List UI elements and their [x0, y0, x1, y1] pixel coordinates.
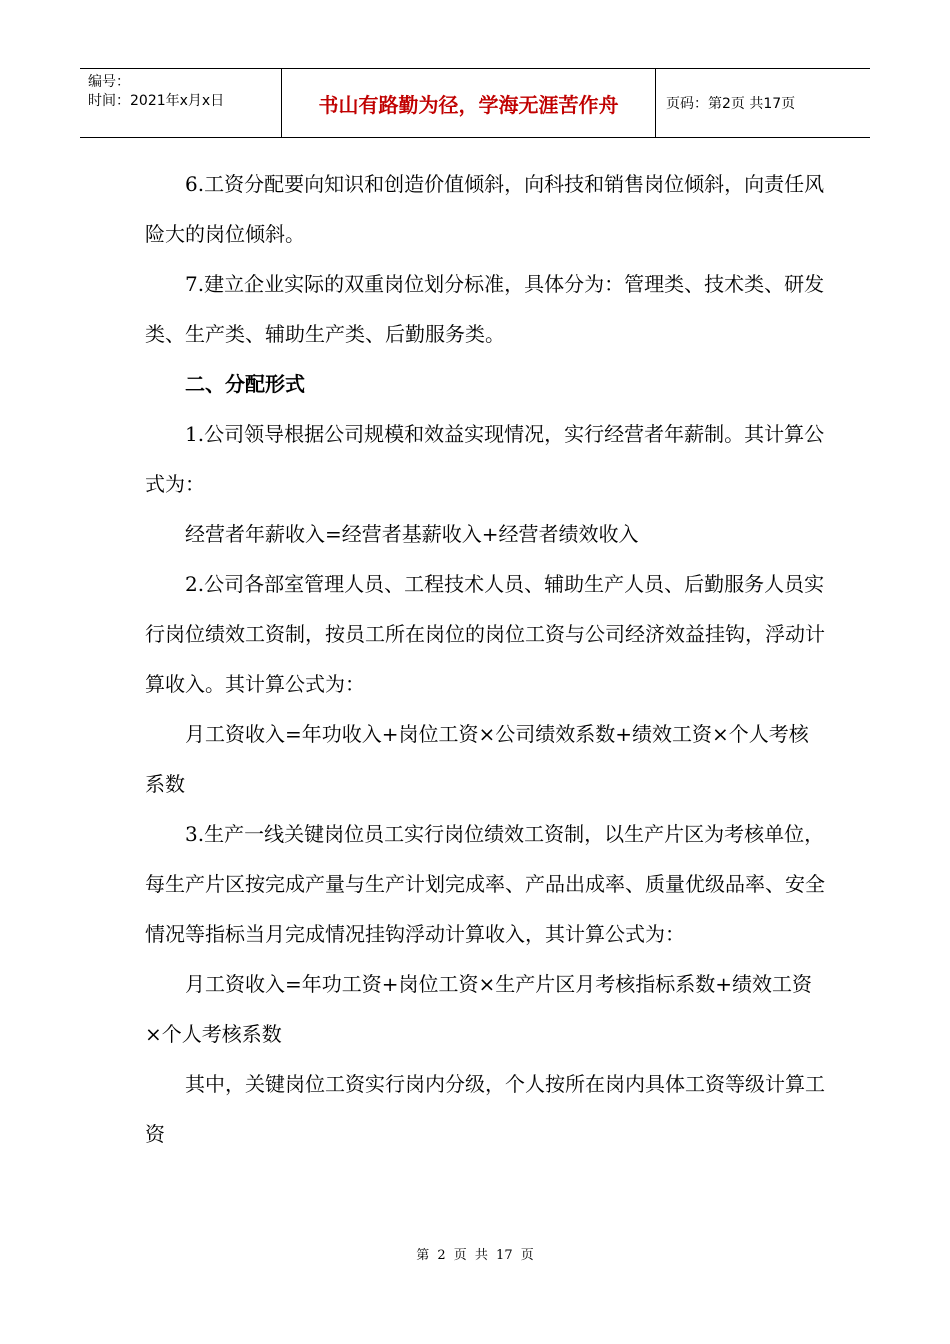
formula-paragraph: 月工资收入=年功工资+岗位工资×生产片区月考核指标系数+绩效工资×个人考核系数	[145, 972, 813, 1046]
document-number-label: 编号：	[88, 74, 130, 90]
paragraph: 3.生产一线关键岗位员工实行岗位绩效工资制，以生产片区为考核单位，每生产片区按完成产量与生产计划完成率、产品出成率、质量优级品率、安全情况等指标当月完成情况挂钩浮动计算收入，其计算公式为：	[145, 822, 825, 946]
paragraph: 其中，关键岗位工资实行岗内分级，个人按所在岗内具体工资等级计算工资	[145, 1072, 825, 1146]
paragraph: 6.工资分配要向知识和创造价值倾斜，向科技和销售岗位倾斜，向责任风险大的岗位倾斜。	[145, 172, 825, 246]
paragraph: 1.公司领导根据公司规模和效益实现情况，实行经营者年薪制。其计算公式为：	[145, 422, 825, 496]
formula-paragraph: 月工资收入=年功收入+岗位工资×公司绩效系数+绩效工资×个人考核系数	[145, 722, 809, 796]
section-heading: 二、分配形式	[185, 372, 305, 396]
paragraph: 7.建立企业实际的双重岗位划分标准，具体分为：管理类、技术类、研发类、生产类、辅助生产类、后勤服务类。	[145, 272, 825, 346]
header-page-info: 页码：第2页 共17页	[666, 96, 796, 112]
document-body	[145, 159, 825, 1159]
paragraph: 2.公司各部室管理人员、工程技术人员、辅助生产人员、后勤服务人员实行岗位绩效工资制，按员工所在岗位的岗位工资与公司经济效益挂钩，浮动计算收入。其计算公式为：	[145, 572, 825, 696]
header-meta-cell	[80, 69, 282, 137]
header-motto: 书山有路勤为径，学海无涯苦作舟	[282, 69, 656, 137]
formula-paragraph: 经营者年薪收入=经营者基薪收入+经营者绩效收入	[185, 522, 639, 546]
page-footer: 第 2 页 共 17 页	[416, 1248, 534, 1263]
page-header	[80, 68, 870, 138]
document-time-label: 时间：2021年x月x日	[88, 93, 225, 109]
